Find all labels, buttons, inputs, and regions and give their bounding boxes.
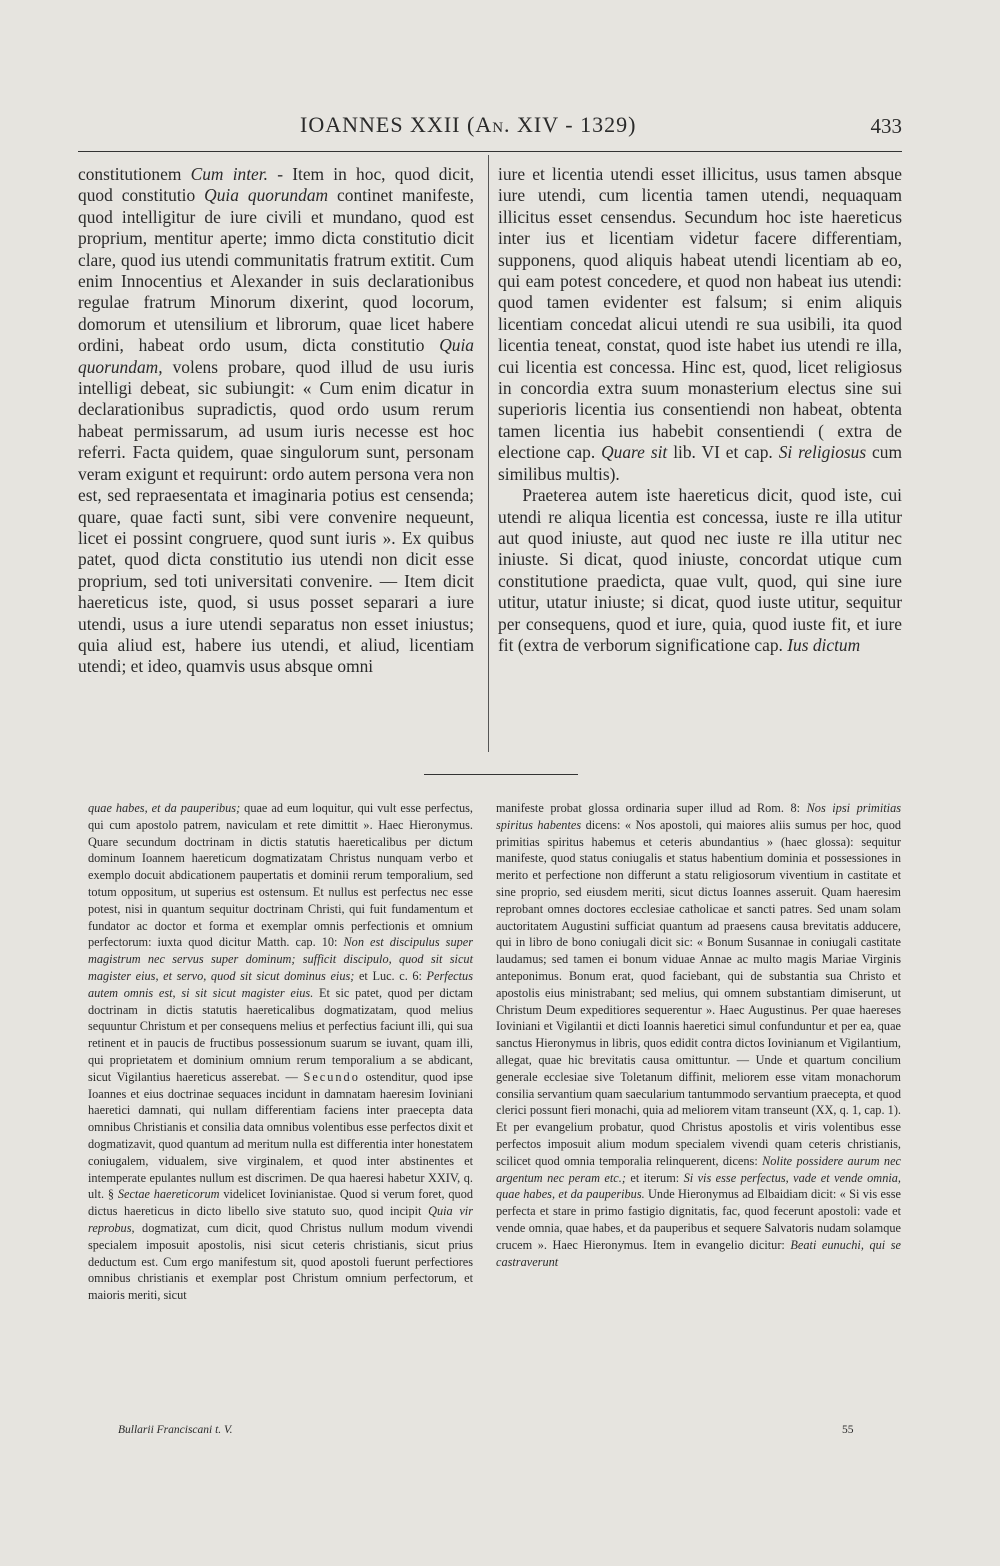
text-span: videlicet Iovinianistae. Quod si verum foret, quod dictus haereticus in dicto libello sive statuto suo, quod incipit	[88, 1187, 473, 1219]
sheet-number: 55	[842, 1424, 854, 1436]
column-divider	[488, 155, 489, 752]
footnote-separator	[424, 774, 578, 775]
italic-span: Si vis esse perfectus, vade et vende omnia, quae habes, et da pauperibus.	[496, 1170, 901, 1202]
text-span: volens probare, quod illud de usu iuris intelligi debeat, sic subiungit: « Cum enim dicatur in declarationibus supradictis, quod ordo usum rerum habeat permissarum, ad usum iuris necesse est hoc referri. Facta quidem, quae singulorum sunt, personam veram exigunt et requirunt: ordo autem persona vera non est, sed repraesentata et imaginaria potius est censenda; quare, quae facti sunt, sibi vere convenire nequeunt, licet ei possint congruere, quod sunt iuris ». Ex quibus patet, quod dicta constitutio ius utendi non dicit esse proprium, sed toti universitati convenire. — Item dicit haereticus iste, quod, si usus posset separari a iure utendi, usus a iure utendi separatus non esset iniustus; quia aliud est, habere ius utendi, et aliud, licentiam utendi; et ideo, quamvis usus absque omni	[78, 356, 474, 677]
italic-span: quae habes, et da pauperibus;	[88, 801, 241, 815]
text-span: Unde Hieronymus ad Elbaidiam dicit: « Si vis esse perfecta et stare in primo fastigio dignitatis, fac, quod fecerunt apostoli: vade et vende omnia, quae habes, et da pauperibus et sequere Salvatoris nudam solamque crucem ». Haec Hieronymus. Item in evangelio dicitur:	[496, 1187, 901, 1252]
italic-span: Nos ipsi primitias spiritus habentes	[496, 801, 901, 832]
italic-span: Si religiosus	[778, 442, 867, 463]
text-span: constitutionem	[78, 164, 191, 184]
main-text-right-column	[498, 164, 902, 656]
text-span: et Luc. c. 6:	[354, 968, 427, 983]
text-span: manifeste probat glossa ordinaria super illud ad Rom. 8:	[496, 801, 807, 815]
text-span: et iterum:	[625, 1170, 684, 1185]
text-span: Et sic patet, quod per dictam doctrinam in dictis statutis haereticalibus dogmatizatam, quod melius sequuntur Christum et per consequens melius et perfectius faciunt illi, qui sua retinent et in paucis de fructibus possessionum suarum se iuvant, quam illi, qui proprietatem et dominium omnium rerum temporalium a se abdicant, sicut Vigilantius haereticus asserebat. —	[88, 985, 474, 1084]
italic-span: Non est discipulus super magistrum nec servus super dominum; sufficit discipulo, quod sit sicut magister eius, et servo, quod sit sicut dominus eius;	[88, 935, 473, 983]
footnote-left-column	[88, 800, 473, 1304]
italic-span: Ius dictum	[787, 634, 861, 655]
italic-span: Cum inter.	[190, 164, 268, 184]
footnote-left-paragraph	[88, 800, 473, 1304]
text-span: dicens: « Nos apostoli, qui maiores aliis sumus per hoc, quod primitias spiritus habemus et ceteris abundantius » (haec glossa): sequitur manifeste, quod status coniugalis et status habentium dominia et possessiones in merito et perfectione non differunt a statu religiosorum viventium in castitate et sine proprio, sed eiusdem meriti, sicut dictus Ioannes asseruit. Quam haeresim reprobant omnes doctores ecclesiae catholicae et sancti patres. Sed unam solam auctoritatem Augustini sufficiat quantum ad praesens causa brevitatis adducere, qui in libro de bono coniugali dicit sic: « Bonum Susannae in coniugali castitate laudamus; sed tamen ei bonum viduae Annae ac multo magis Mariae Virginis anteponimus. Bonum erat, quod faciebant, qui de substantia sua Christo et apostolis eius ministrabant; sed melius, qui omnem substantiam dimiserunt, ut Christum Deum expeditiores sequerentur ». Haec Augustinus. Per quae haereses Ioviniani et Vigilantii et dicti Ioannis haeretici simul confunduntur et per ea, quae sanctus Hieronymus in libris, quos edidit contra dictos Iovinianum et Vigilantium, allegat, quae hic brevitatis causa omittuntur. — Unde et quartum concilium generale ecclesiae sive Toletanum diffinit, meliorem esse vitam monachorum consilia servantium quam saecularium tantummodo servantium praecepta, et quod clerici possunt fieri monachi, quia ad meliorem vitam transeunt (XX, q. 1, cap. 1). Et per evangelium probatur, quod Christus apostolis et viris volentibus esse perfectos imposuit alium modum specialem vivendi quam ceteris christianis, scilicet quod omnia temporalia relinquerent, dicens:	[496, 817, 901, 1168]
text-span: Praeterea autem iste haereticus dicit, quod iste, cui utendi re aliqua licentia est concessa, iuste re illa utitur aut quod iniuste, aut quod nec iuste re illa utitur nec iniuste. Si dicat, quod iniuste, concordat utique cum constitutione praedicta, quae vult, quod, qui sine iure utitur, utatur iniuste; si dicat, quod iuste utitur, sequitur per consequens, quod et iure, quia, quod iuste fit, et iure fit (extra de verborum significatione cap.	[498, 485, 902, 655]
italic-span: Quia quorundam,	[78, 335, 474, 377]
italic-span: Nolite possidere aurum nec argentum nec peram etc.;	[496, 1153, 901, 1185]
italic-span: Beati eunuchi, qui se castraverunt	[496, 1237, 901, 1269]
text-span: continet manifeste, quod intelligitur de iure civili et mundano, quod est proprium, mentitur aperte; immo dicta constitutio dicit clare, quod ius utendi communitatis fratrum extitit. Cum enim Innocentius et Alexander in suis declarationibus regulae fratrum Minorum dixerint, quod locorum, domorum et utensilium et librorum, quae licet habere ordini, habeat ordo usum, dicta constitutio	[78, 185, 474, 356]
main-right-paragraph-2	[498, 485, 902, 656]
text-span: cum similibus multis).	[498, 442, 902, 484]
page-header	[78, 112, 902, 146]
italic-span: Quia quorundam	[204, 185, 329, 206]
italic-span: Quia vir reprobus,	[88, 1204, 473, 1235]
main-left-paragraph	[78, 164, 474, 678]
text-span: quae ad eum loquitur, qui vult esse perfectus, qui cum apostolo patrem, naviculam et rete dimittit ». Haec Hieronymus. Quare secundum doctrinam in dictis statutis haereticalibus per dictum dominum Ioannem haereticum dogmatizatam Christus nunquam verbo et exemplo docuit abdicationem paupertatis et dominii rerum temporalium, sed totum oppositum, ut superius est ostensum. Et nullus est perfectus nec esse potest, nisi in quantum sequitur doctrinam Christi, qui fuit fundamentum et fundator ac doctor et forma et exemplar omnis perfectionis et omnium perfectorum: iuxta quod dicitur Matth. cap. 10:	[88, 801, 473, 950]
running-title	[300, 112, 636, 138]
main-right-paragraph-1	[498, 164, 902, 485]
running-title-annus: An.	[475, 112, 511, 137]
text-span: - Item in hoc, quod dicit, quod constitutio	[78, 164, 475, 206]
text-span: dogmatizat, cum dicit, quod Christus nullum modum vivendi specialem imposuit apostolis, nisi sicut ceteris christianis, sicut prius deductum est. Cum ergo manifestum sit, quod apostoli fuerunt perfectiores omnibus christianis et exemplar post Christum omnium perfectorum, et maioris meriti, sicut	[88, 1220, 473, 1303]
header-rule	[78, 151, 902, 152]
text-span: ostenditur, quod ipse Ioannes et eius doctrinae sequaces incidunt in damnatam haeresim Ioviniani haeretici damnati, qui nullam differentiam faciens inter praecepta data omnibus Christianis et consilia data omnibus volentibus esse perfectos dixit et dogmatizavit, quod quantum ad meritum nulla est differentia inter honestatem coniugalem, vidualem, sive virginalem, et quod inter abstinentes et intemperate epulantes nullum est discrimen. De qua haeresi habetur XXIV, q. ult. §	[88, 1069, 474, 1202]
footnote-right-column	[496, 800, 901, 1270]
italic-span: Sectae haereticorum	[117, 1187, 220, 1202]
text-span: iure et licentia utendi esset illicitus, usus tamen absque iure utendi, cum licentia tamen utendi, nequaquam illicitus esset censendus. Secundum hoc iste haereticus inter ius et licentiam videtur facere differentiam, supponens, quod aliquis habeat utendi licentiam ab eo, qui eam potest concedere, et quod non habeat ius utendi: quod tamen evidenter est falsum; si enim aliquis licentiam concedat alicui utendi re sua usibili, ita quod licentia teneat, constat, quod iste habet ius utendi re illa, cui licentia est concessa. Hinc est, quod, licet religiosus in concordia extra suum monasterium electus sine sui superioris licentia ius consentiendi non habeat, obtenta tamen licentia ius habebit consentiendi ( extra de electione cap.	[498, 164, 902, 463]
signature-mark: Bullarii Franciscani t. V.	[118, 1424, 233, 1436]
running-title-prefix: IOANNES XXII (	[300, 112, 476, 137]
italic-span: Quare sit	[601, 442, 668, 463]
text-span: lib. VI et cap.	[667, 442, 779, 463]
main-text-left-column	[78, 164, 474, 678]
page-number: 433	[870, 114, 902, 138]
running-title-suffix: XIV - 1329)	[510, 112, 637, 137]
spaced-span: Secundo	[303, 1069, 360, 1084]
footnote-right-paragraph	[496, 800, 901, 1270]
italic-span: Perfectus autem omnis est, si sit sicut magister eius.	[88, 968, 473, 1000]
